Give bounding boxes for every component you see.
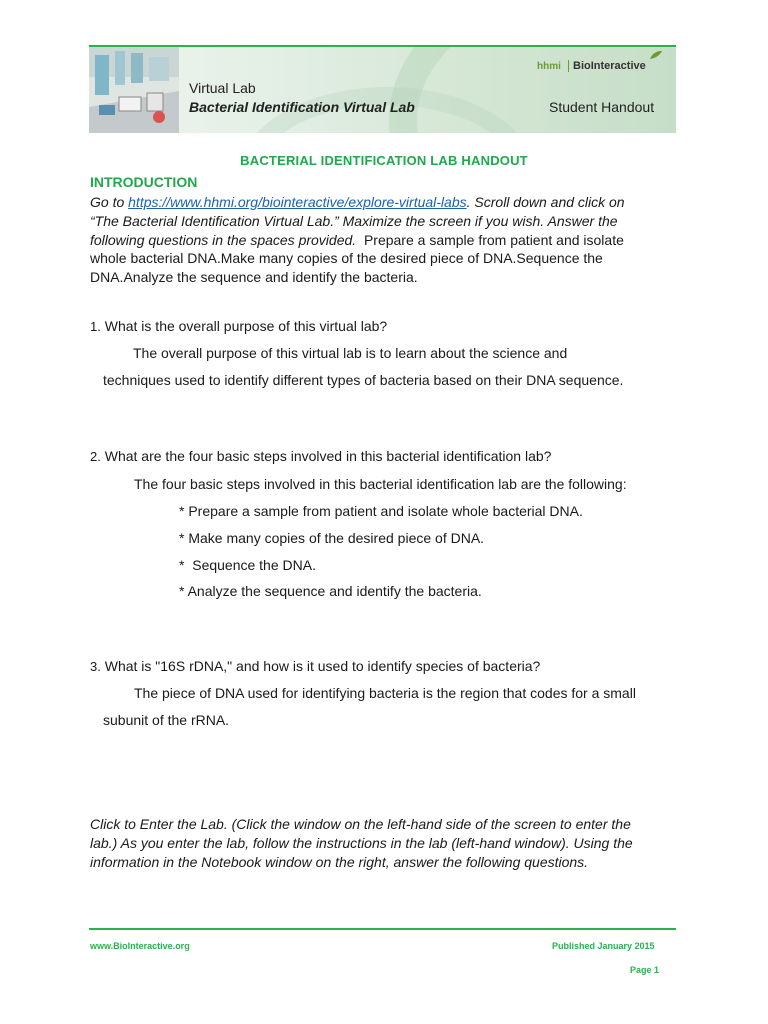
hhmi-logo-text: hhmi	[537, 61, 561, 72]
biointeractive-logo-text: BioInteractive	[573, 60, 646, 72]
footer-page-number: Page 1	[630, 965, 660, 975]
answer-3-line: The piece of DNA used for identifying bacteria is the region that codes for a small	[134, 685, 636, 701]
step-bullet: * Make many copies of the desired piece of DNA.	[179, 530, 485, 546]
intro-paragraph-line: DNA.Analyze the sequence and identify the bacteria.	[90, 269, 418, 285]
answer-2-intro: The four basic steps involved in this bacterial identification lab are the following:	[134, 476, 627, 492]
question-number: 2.	[90, 449, 101, 464]
step-bullet: * Prepare a sample from patient and isolate whole bacterial DNA.	[179, 503, 583, 519]
lab-bench-illustration-icon	[89, 47, 179, 133]
banner-subtitle: Virtual Lab	[189, 80, 256, 96]
answer-1-line: The overall purpose of this virtual lab is to learn about the science and	[133, 345, 568, 361]
header-banner	[89, 47, 676, 133]
intro-paragraph-line: “The Bacterial Identification Virtual Lab.” Maximize the screen if you wish. Answer the	[90, 213, 618, 229]
intro-scroll-text: . Scroll down and click on	[466, 194, 625, 210]
question-2	[90, 447, 551, 467]
introduction-heading: INTRODUCTION	[90, 174, 198, 190]
enter-lab-instruction-line: Click to Enter the Lab. (Click the window on the left-hand side of the screen to enter the	[90, 816, 631, 832]
enter-lab-instruction-line: lab.) As you enter the lab, follow the instructions in the lab (left-hand window). Using the	[90, 835, 633, 851]
question-3	[90, 657, 540, 677]
answer-3-line: subunit of the rRNA.	[103, 712, 230, 728]
intro-paragraph-line	[90, 231, 624, 250]
banner-handout-label: Student Handout	[549, 99, 655, 115]
intro-paragraph-line	[90, 193, 625, 212]
question-1	[90, 317, 387, 337]
virtual-labs-link[interactable]: https://www.hhmi.org/biointeractive/explore-virtual-labs	[128, 194, 467, 210]
intro-steps-text: Prepare a sample from patient and isolate	[356, 232, 624, 248]
question-number: 1.	[90, 319, 101, 334]
footer-published-date: Published January 2015	[552, 941, 655, 951]
logo-separator	[568, 60, 569, 72]
question-text: What are the four basic steps involved in this bacterial identification lab?	[100, 448, 552, 464]
intro-paragraph-line: whole bacterial DNA.Make many copies of the desired piece of DNA.Sequence the	[90, 250, 603, 266]
footer-rule	[89, 928, 676, 930]
page-title: BACTERIAL IDENTIFICATION LAB HANDOUT	[240, 153, 528, 168]
step-bullet: * Analyze the sequence and identify the bacteria.	[179, 583, 482, 599]
question-text: What is "16S rDNA," and how is it used to identify species of bacteria?	[100, 658, 541, 674]
banner-lab-title: Bacterial Identification Virtual Lab	[189, 99, 415, 115]
leaf-logo-icon	[649, 50, 663, 60]
step-bullet: * Sequence the DNA.	[179, 557, 316, 573]
question-number: 3.	[90, 659, 101, 674]
intro-go-to-text: Go to	[90, 194, 129, 210]
footer-website: www.BioInteractive.org	[90, 941, 190, 951]
intro-instructions-text: following questions in the spaces provided.	[90, 232, 357, 248]
answer-1-line: techniques used to identify different types of bacteria based on their DNA sequence.	[103, 372, 624, 388]
question-text: What is the overall purpose of this virtual lab?	[100, 318, 388, 334]
enter-lab-instruction-line: information in the Notebook window on the right, answer the following questions.	[90, 854, 589, 870]
